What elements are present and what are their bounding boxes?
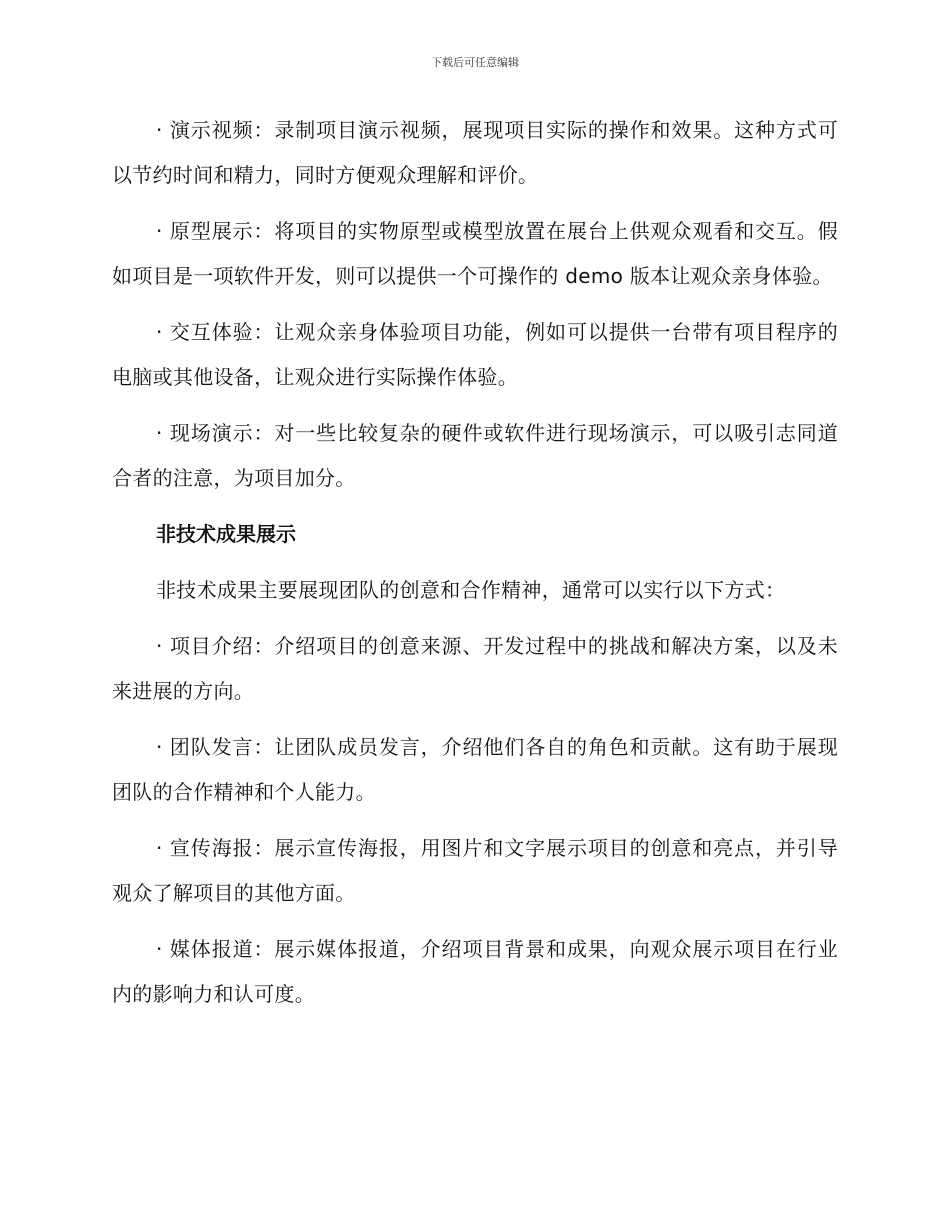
bullet-project-intro: · 项目介绍：介绍项目的创意来源、开发过程中的挑战和解决方案，以及未来进展的方向。 xyxy=(112,634,838,703)
page-header-note: 下载后可任意编辑 xyxy=(431,56,519,69)
bullet-media-report: · 媒体报道：展示媒体报道，介绍项目背景和成果，向观众展示项目在行业内的影响力和认可度。 xyxy=(112,937,838,1006)
document-body xyxy=(112,108,838,1028)
bullet-demo-video: · 演示视频：录制项目演示视频，展现项目实际的操作和效果。这种方式可以节约时间和精力，同时方便观众理解和评价。 xyxy=(112,118,838,187)
section-heading: 非技术成果展示 xyxy=(156,522,296,546)
section-intro: 非技术成果主要展现团队的创意和合作精神，通常可以实行以下方式： xyxy=(156,578,786,602)
bullet-interactive-experience: · 交互体验：让观众亲身体验项目功能，例如可以提供一台带有项目程序的电脑或其他设备，让观众进行实际操作体验。 xyxy=(112,320,838,389)
bullet-poster: · 宣传海报：展示宣传海报，用图片和文字展示项目的创意和亮点，并引导观众了解项目的其他方面。 xyxy=(112,836,838,905)
bullet-team-speech: · 团队发言：让团队成员发言，介绍他们各自的角色和贡献。这有助于展现团队的合作精神和个人能力。 xyxy=(112,735,838,804)
bullet-live-demo: · 现场演示：对一些比较复杂的硬件或软件进行现场演示，可以吸引志同道合者的注意，为项目加分。 xyxy=(112,421,838,490)
bullet-prototype-display: · 原型展示：将项目的实物原型或模型放置在展台上供观众观看和交互。假如项目是一项软件开发，则可以提供一个可操作的 demo 版本让观众亲身体验。 xyxy=(112,219,838,288)
